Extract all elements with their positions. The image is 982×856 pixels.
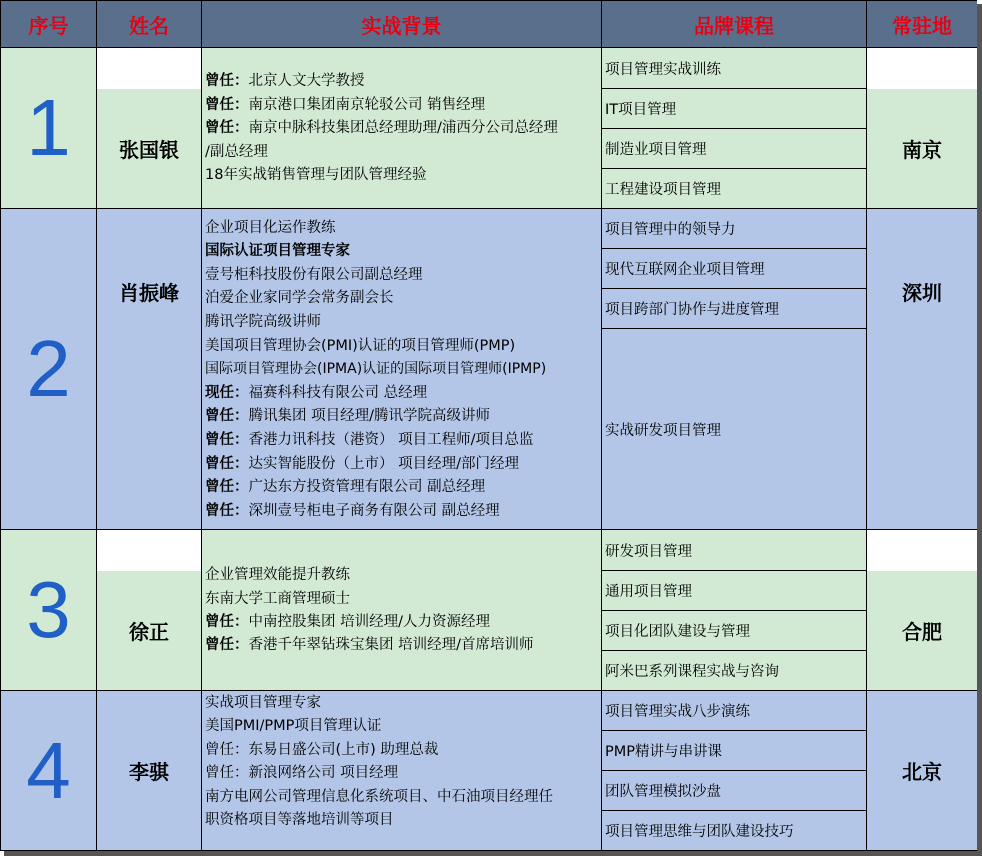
trainer-1-course-2: IT项目管理	[602, 89, 867, 129]
trainer-3-course-2: 通用项目管理	[602, 571, 867, 611]
trainer-4-bg-line-2: 美国PMI/PMP项目管理认证	[205, 718, 382, 735]
table-shadow-right	[977, 4, 982, 856]
trainer-4-course-1: 项目管理实战八步演练	[602, 691, 867, 731]
trainer-1-name: 张国银	[97, 89, 202, 209]
trainer-3-course-1: 研发项目管理	[602, 530, 867, 571]
trainer-4-bg-line-3: 曾任：东易日盛公司(上市) 助理总裁	[205, 741, 439, 758]
trainer-2-bg-line-2: 国际认证项目管理专家	[205, 243, 350, 260]
trainer-3-bg-line-2: 东南大学工商管理硕士	[205, 590, 350, 607]
trainer-1-course-4: 工程建设项目管理	[602, 169, 867, 209]
trainer-2-bg-line-7: 国际项目管理协会(IPMA)认证的国际项目管理师(IPMP)	[205, 361, 547, 378]
trainer-1-index: 1	[1, 48, 97, 209]
trainer-1-course-1: 项目管理实战训练	[602, 48, 867, 89]
trainer-2-name: 肖振峰	[97, 209, 202, 530]
trainer-1-bg-line-1: 曾任：北京人文大学教授	[205, 73, 365, 90]
trainer-3-name: 徐正	[97, 571, 202, 691]
trainer-2-course-4: 实战研发项目管理	[602, 329, 867, 530]
trainer-2-bg-line-11: 曾任：达实智能股份（上市） 项目经理/部门经理	[205, 455, 519, 472]
trainer-2-bg-line-5: 腾讯学院高级讲师	[205, 314, 321, 331]
trainer-2-bg-line-8: 现任：福赛科科技有限公司 总经理	[205, 384, 428, 401]
trainer-4-bg-line-6: 职资格项目等落地培训等项目	[205, 812, 394, 829]
trainer-2-bg-line-12: 曾任：广达东方投资管理有限公司 副总经理	[205, 479, 486, 496]
trainer-3-bg-line-1: 企业管理效能提升教练	[205, 567, 350, 584]
trainer-2-background	[202, 209, 602, 530]
trainer-3-course-3: 项目化团队建设与管理	[602, 611, 867, 651]
trainer-1-bg-line-4: /副总经理	[205, 143, 268, 160]
trainer-4-course-4: 项目管理思维与团队建设技巧	[602, 811, 867, 850]
trainer-1-location-top-blank	[867, 48, 977, 89]
trainer-4-course-2: PMP精讲与串讲课	[602, 731, 867, 771]
trainer-1-name-top-blank	[97, 48, 202, 89]
trainer-1-bg-line-3: 曾任：南京中脉科技集团总经理助理/浦西分公司总经理	[205, 120, 558, 137]
trainer-3-location-top-blank	[867, 530, 977, 571]
trainer-4-location: 北京	[867, 691, 977, 850]
trainer-3-location: 合肥	[867, 571, 977, 691]
trainer-2-course-3: 项目跨部门协作与进度管理	[602, 289, 867, 329]
trainer-3-background	[202, 530, 602, 691]
trainer-2-location: 深圳	[867, 209, 977, 530]
trainer-1-bg-line-5: 18年实战销售管理与团队管理经验	[205, 167, 427, 184]
trainer-2-bg-line-1: 企业项目化运作教练	[205, 219, 336, 236]
trainer-4-bg-line-1: 实战项目管理专家	[205, 695, 321, 711]
trainer-1-course-3: 制造业项目管理	[602, 129, 867, 169]
trainer-2-index: 2	[1, 209, 97, 530]
header-courses: 品牌课程	[602, 1, 867, 48]
trainer-1-background	[202, 48, 602, 209]
trainer-2-course-2: 现代互联网企业项目管理	[602, 249, 867, 289]
trainer-3-course-4: 阿米巴系列课程实战与咨询	[602, 651, 867, 691]
trainer-3-name-top-blank	[97, 530, 202, 571]
trainer-1-bg-line-2: 曾任：南京港口集团南京轮驳公司 销售经理	[205, 96, 486, 113]
trainer-2-bg-line-9: 曾任：腾讯集团 项目经理/腾讯学院高级讲师	[205, 408, 490, 425]
trainer-2-bg-line-6: 美国项目管理协会(PMI)认证的项目管理师(PMP)	[205, 337, 516, 354]
table-shadow-bottom	[4, 851, 982, 856]
trainer-3-bg-line-3: 曾任：中南控股集团 培训经理/人力资源经理	[205, 614, 490, 630]
trainer-4-name: 李骐	[97, 691, 202, 850]
trainer-4-course-3: 团队管理模拟沙盘	[602, 771, 867, 811]
trainer-3-index: 3	[1, 530, 97, 691]
header-name: 姓名	[97, 1, 202, 48]
trainer-1-location: 南京	[867, 89, 977, 209]
header-location: 常驻地	[867, 1, 977, 48]
trainer-4-index: 4	[1, 691, 97, 850]
trainer-2-bg-line-3: 壹号柜科技股份有限公司副总经理	[205, 266, 423, 283]
trainer-2-course-1: 项目管理中的领导力	[602, 209, 867, 249]
trainer-3-bg-line-4: 曾任：香港千年翠钻珠宝集团 培训经理/首席培训师	[205, 637, 534, 654]
trainer-4-background	[202, 691, 602, 850]
header-index: 序号	[1, 1, 97, 48]
trainer-4-bg-line-5: 南方电网公司管理信息化系统项目、中石油项目经理任	[205, 788, 553, 805]
trainer-2-bg-line-13: 曾任：深圳壹号柜电子商务有限公司 副总经理	[205, 502, 500, 519]
trainer-2-bg-line-10: 曾任：香港力讯科技（港资） 项目工程师/项目总监	[205, 431, 534, 448]
trainer-4-bg-line-4: 曾任：新浪网络公司 项目经理	[205, 765, 399, 782]
trainer-2-bg-line-4: 泊爱企业家同学会常务副会长	[205, 290, 394, 307]
header-background: 实战背景	[202, 1, 602, 48]
